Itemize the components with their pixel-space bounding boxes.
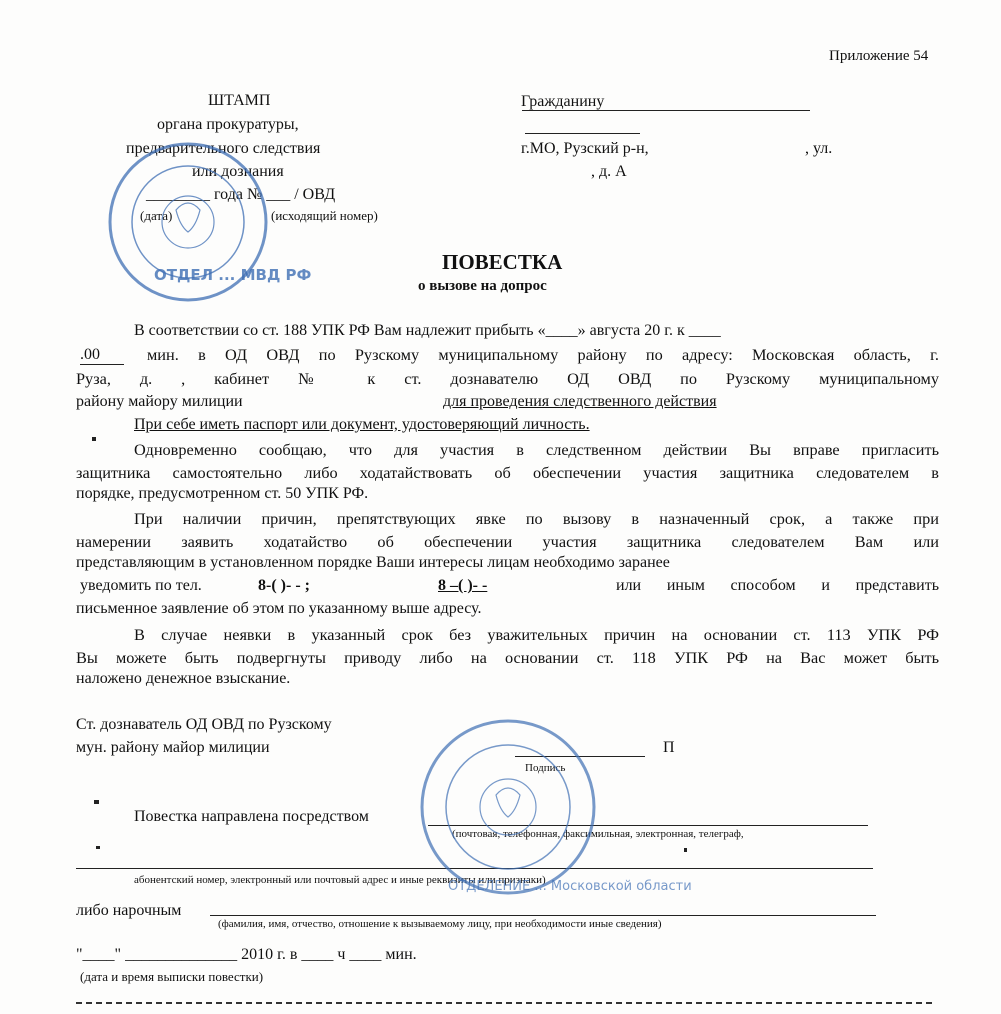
p2-line1: Одновременно сообщаю, что для участия в следственном действии Вы вправе пригласить <box>134 440 939 459</box>
p4-line3: наложено денежное взыскание. <box>76 670 291 687</box>
p3-phone-tail: или иным способом и представить <box>616 577 939 594</box>
addressee-street: , ул. <box>805 140 833 157</box>
appendix-label: Приложение 54 <box>829 48 929 64</box>
document-subtitle: о вызове на допрос <box>418 278 547 294</box>
outgoing-date-number: ________ года № ___ / ОВД <box>146 186 336 203</box>
addressee-region: г.МО, Рузский р-н, <box>521 140 649 157</box>
p1-line5: При себе иметь паспорт или документ, удостоверяющий личность. <box>134 416 590 433</box>
bottom-cut-line <box>76 1002 932 1004</box>
p3-phone-1: 8-( )- - ; <box>258 577 310 594</box>
outgoing-number-caption: (исходящий номер) <box>271 208 378 223</box>
p1-purpose: для проведения следственного действия <box>443 393 717 410</box>
sent-via-hint: (почтовая, телефонная, факсимильная, электронная, телеграф, <box>452 828 744 840</box>
p3-phone-2: 8 –( )- - <box>438 577 488 594</box>
round-stamp-bottom <box>408 715 692 900</box>
signature-initial: П <box>663 739 675 756</box>
signature-position-1: Ст. дознаватель ОД ОВД по Рузскому <box>76 716 332 733</box>
date-caption: (дата) <box>140 208 173 223</box>
stamp-mvd-text: ОТДЕЛ ... МВД РФ <box>154 266 312 284</box>
p4-line1: В случае неявки в указанный срок без уважительных причин на основании ст. 113 УПК РФ <box>134 625 939 644</box>
p1-line3: Руза, д. , кабинет № к ст. дознавателю ОД ОВД по Рузскому муниципальному <box>76 369 939 388</box>
p1-line2: мин. в ОД ОВД по Рузскому муниципальному району по адресу: Московская область, г. <box>147 345 939 364</box>
addressee-house: , д. А <box>591 163 627 180</box>
round-stamp-top <box>98 140 312 305</box>
p1-time: .00 <box>80 346 124 365</box>
stamp-line-inquiry: или дознания <box>192 163 284 180</box>
stamp-heading: ШТАМП <box>208 92 271 109</box>
p1-line1: В соответствии со ст. 188 УПК РФ Вам надлежит прибыть «____» августа 20 г. к ____ <box>134 322 721 339</box>
p4-line2: Вы можете быть подвергнуты приводу либо на основании ст. 118 УПК РФ на Вас может быть <box>76 648 939 667</box>
sent-via-label: Повестка направлена посредством <box>134 808 369 825</box>
p3-line3: представляющим в установленном порядке Ваши интересы лицам необходимо заранее <box>76 554 670 571</box>
stamp-line-investigation: предварительного следствия <box>126 140 321 157</box>
stamp-department-text: ОТДЕЛЕНИЕ ... Московской области <box>448 879 692 894</box>
signature-caption: Подпись <box>525 762 566 774</box>
p3-phone-lead: уведомить по тел. <box>80 577 202 594</box>
requisites-hint: абонентский номер, электронный или почтовый адрес и иные реквизиты или признаки) <box>134 874 546 886</box>
by-hand-label: либо нарочным <box>76 902 182 919</box>
document-title: ПОВЕСТКА <box>442 250 563 274</box>
p3-line5: письменное заявление об этом по указанному выше адресу. <box>76 600 482 617</box>
stamp-line-prosecutor: органа прокуратуры, <box>157 116 299 133</box>
p2-line2: защитника самостоятельно либо ходатайствовать об обеспечении участия защитника следователем в <box>76 463 939 482</box>
by-hand-hint: (фамилия, имя, отчество, отношение к вызываемому лицу, при необходимости иные сведения) <box>218 918 662 930</box>
p1-line4: району майору милиции <box>76 393 243 410</box>
addressee-label: Гражданину <box>521 93 605 110</box>
p3-line1: При наличии причин, препятствующих явке по вызову в назначенный срок, а также при <box>134 509 939 528</box>
issue-datetime-caption: (дата и время выписки повестки) <box>80 969 264 984</box>
p2-line3: порядке, предусмотренном ст. 50 УПК РФ. <box>76 485 369 502</box>
p3-line2: намерении заявить ходатайство об обеспечении участия защитника следователем Вам или <box>76 532 939 551</box>
issue-datetime: "____" ______________ 2010 г. в ____ ч ____ мин. <box>76 946 417 963</box>
signature-position-2: мун. району майор милиции <box>76 739 270 756</box>
